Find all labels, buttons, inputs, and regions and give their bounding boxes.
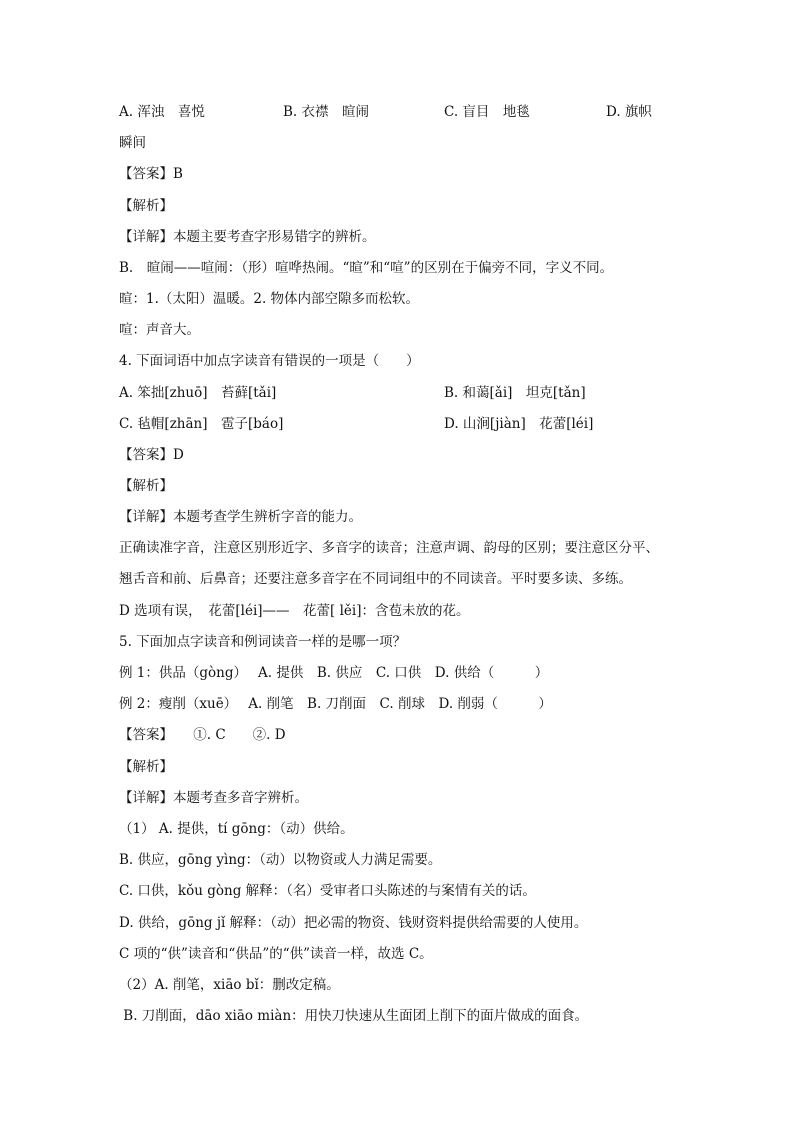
text-line: 【答案】B (119, 166, 183, 182)
text-line: B. 暄闹——喧闹：（形）喧哗热闹。“暄”和“喧”的区别在于偏旁不同，字义不同。 (119, 260, 614, 276)
text-line: 暄：1.（太阳）温暖。2. 物体内部空隙多而松软。 (119, 291, 420, 307)
text-line: （1） A. 提供，tí gōng：（动）供给。 (119, 821, 354, 837)
text-line: 【解析】 (119, 478, 173, 494)
text-line: 【详解】本题考查学生辨析字音的能力。 (119, 509, 362, 525)
option-text: B. 衣襟 暄闹 (283, 104, 370, 120)
text-line: 翘舌音和前、后鼻音；还要注意多音字在不同词组中的不同读音。平时要多读、多练。 (119, 571, 632, 587)
option-text: D. 山涧[jiàn] 花蕾[léi] (444, 416, 594, 432)
option-text: C. 毡帽[zhān] 雹子[báo] (119, 416, 284, 432)
text-line: 4. 下面词语中加点字读音有错误的一项是（ ） (119, 353, 420, 369)
option-text: B. 和蔼[ǎi] 坦克[tǎn] (444, 385, 586, 401)
text-line: 正确读准字音，注意区别形近字、多音字的读音；注意声调、韵母的区别；要注意区分平、 (119, 540, 659, 556)
option-text: A. 笨拙[zhuō] 苔藓[tǎi] (119, 385, 277, 401)
option-text: C. 盲目 地毯 (444, 104, 530, 120)
text-line: 喧：声音大。 (119, 322, 200, 338)
text-line: D 选项有误， 花蕾[léi]—— 花蕾[ lěi]：含苞未放的花。 (119, 603, 470, 619)
text-line: 【答案】 ①. C ②. D (119, 727, 286, 743)
text-line: 【解析】 (119, 198, 173, 214)
text-line: 【详解】本题考查多音字辨析。 (119, 790, 308, 806)
text-line: 5. 下面加点字读音和例词读音一样的是哪一项？ (119, 634, 407, 650)
text-line: B. 供应，gōng yìng：（动）以物资或人力满足需要。 (119, 852, 442, 868)
option-text: D. 旗帜 (606, 104, 652, 120)
text-line: D. 供给，gōng jǐ 解释：（动）把必需的物资、钱财资料提供给需要的人使用。 (119, 915, 588, 931)
text-line: 瞬间 (119, 135, 146, 151)
text-line: 【解析】 (119, 759, 173, 775)
option-text: A. 浑浊 喜悦 (119, 104, 205, 120)
text-line: 【详解】本题主要考查字形易错字的辨析。 (119, 229, 376, 245)
text-line: C. 口供，kǒu gòng 解释：（名）受审者口头陈述的与案情有关的话。 (119, 883, 536, 899)
text-line: C 项的“供”读音和“供品”的“供”读音一样，故选 C。 (119, 946, 433, 962)
text-line: 例 1：供品（gòng） A. 提供 B. 供应 C. 口供 D. 供给（ ） (119, 665, 549, 681)
text-line: B. 刀削面，dāo xiāo miàn：用快刀快速从生面团上削下的面片做成的面食。 (119, 1008, 589, 1024)
text-line: 例 2：瘦削（xuē） A. 削笔 B. 刀削面 C. 削球 D. 削弱（ ） (119, 696, 552, 712)
text-line: （2）A. 削笔，xiāo bǐ：删改定稿。 (119, 977, 340, 993)
text-line: 【答案】D (119, 447, 184, 463)
